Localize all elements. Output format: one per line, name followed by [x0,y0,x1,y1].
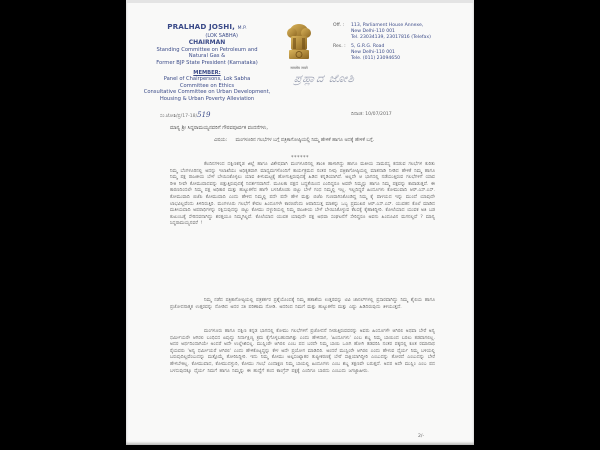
reference-number: ಸಂ.ಜೋಶಿ/ಪ್ರ/17-18/519 [160,111,211,119]
membership-line: Panel of Chairpersons, Lok Sabha [163,76,251,83]
handwritten-number: 519 [197,111,211,119]
member-label: MEMBER: [193,69,221,76]
position-line: Former BJP State President (Karnataka) [156,59,258,66]
position-line: Natural Gas & [188,53,226,60]
office-address: Off. : 113, Parliament House Annexe, New Delhi-110 001 Tel. 23034139, 23017816 (Telefax) [333,23,431,41]
letterhead-left [126,24,288,103]
salutation: ಮಾನ್ಯ ಶ್ರೀ ಸಿದ್ದರಾಮಯ್ಯನವರಿಗೆ ಗೌರವಪೂರ್ವಕ ವಂದನೆಗಳು, [170,125,268,131]
separator: ****** [291,155,309,161]
sender-title: CHAIRMAN [188,39,226,47]
emblem-caption: सत्यमेव जयते [290,66,308,70]
body-paragraph: ನಿಮ್ಮ ನಡೆದ ಪತ್ರಿಕಾಗೋಷ್ಠಿಯಲ್ಲಿ ಪತ್ರಕರ್ತರ ಪ್ರಶ್ನೆಯೊಂದಕ್ಕೆ ನಿಮ್ಮ ಹತಾಶೆಯ ಉತ್ತರವನ್ನು ಟಿವಿ ಚಾನಲ್‌ಗಳಲ್ಲಿ ಪ್ರಸಾರವಾಗಿದ್ದು ನಿಮ್ಮ ಶೈಲಿಯ ಹಾಗೂ ಪ್ರಚೋದನಾತ್ಮಕ ಉತ್ತರವನ್ನು ನೋಡಿದ ಅದರ ಸತಿ ಪರಿಣಾಮ ನೋಡಿ. ಅದರಿಂದ ನಿಮಗೆ ಮತ್ತು ಹುಟ್ಟುಕಳೆದ ಮತ್ತು ಎಷ್ಟು ಹಿಡಿದಿರುವುದು ತಿಳಿಯುತ್ತದೆ. [170,298,435,310]
subject-text: ಮಂಗಳೂರಿನ ಗಲಭೆಗಳ ಬಗ್ಗೆ ಪತ್ರಿಕಾಗೋಷ್ಠಿಯಲ್ಲಿ ನಿಮ್ಮ ಹೇಳಿಕೆ ಹಾಗೂ ಅದಕ್ಕೆ ಹೇಳಿಕೆ ಬಗ್ಗೆ. [235,138,375,143]
residence-address: Res. : 5, G.R.G. Road New Delhi-110 001 Tele. (011) 23094650 [333,43,401,62]
body-paragraph: ಕೆಲದಿನಗಳಿಂದ ದಕ್ಷಿಣಕನ್ನಡ ಜಿಲ್ಲೆ ಹಾಗೂ ವಿಶೇಷವಾಗಿ ಮಂಗಳೂರಿನಲ್ಲಿ ಶಾಂತಿ ಹಾಳಾಗಿದ್ದು ಹಾಗೂ ಮತೀಯ ಸಾಮರಸ್ಯ ಕದಡುವ ಗಲಭೆಗಳ ಕುರಿತು ನಿಮ್ಮ ಬೆಂಗಳೂರಿನಲ್ಲಿ ಅದನ್ನು ಇಲಾಖೆಯು ಅಧಿಕೃತವಾಗಿ ಮಾಧ್ಯಮಗಳೊಂದಿಗೆ ಕಾರ್ಯಕ್ರಮದ ನಂತರ ನೀವು ಪತ್ರಿಕಾಗೋಷ್ಠಿಯಲ್ಲಿ ಮಾತನಾಡಿ ನೀಡಿದ ಹೇಳಿಕೆ ನಿಮ್ಮ ಹಾಗೂ ನಿಮ್ಮ ಪಕ್ಷ ರಾಜಕೀಯ ಬೇಳೆ ಬೇಯಿಸಿಕೊಳ್ಳಲು ಯಾವ ಕೀಳುಮಟ್ಟಕ್ಕೆ ಹೋಗುತ್ತಿರುವುದಕ್ಕೆ ಹಿಡಿದ ಕನ್ನಡಿಯಾಗಿದೆ. ಅಲ್ಲದೇ ಆ ಭಾಗದಲ್ಲಿ ನಡೆಯುತ್ತಿರುವ ಗಲಭೆಗಳಿಗೆ ಯಾವ ರೀತಿ ನೀವೇ ಕೋಮುವಾದವನ್ನು ಬಿತ್ತುತ್ತಿರುವುದಕ್ಕೆ ನಿದರ್ಶನವಾಗಿದೆ. ಮೂಲತಃ ಪಕ್ಷದ ಬದ್ಧತೆಯಿಂದ ಎಂದಿದ್ದರೂ ಅವರೇ ನಿಮ್ಮನ್ನು ಹಾಗೂ ನಿಮ್ಮ ಪಕ್ಷವನ್ನು ಕಾಪಾಡುತ್ತದೆ. ಈ ಕಾರಣದಿಂದಲೇ ನಿಮ್ಮ ಪಕ್ಷ ಅಧಿಕಾರ ಮತ್ತು ಹುಟ್ಟುಕಳೆದ ಹಾಗೇ ಬಳಸಿಕೊಂಡು ಬಿಟ್ಟು ಬೇಳೆ ಗಂಧ ನಿಮ್ಮಲ್ಲಿ ಇಲ್ಲ. ಇಲ್ಲದಿದ್ದರೆ ಹಿಂದೂಗಳು ಕೋಮುವಾದಿ ಆರ್.ಎಸ್.ಎಸ್. ಕೋಮುವಾದಿ ಬಿಜೆಪಿ ಕೋಮುವಾದಿ ಎಂದು ಹೇಳಿದ ನಿಮ್ಮಲ್ಲಿ ಪದೇ ಪದೇ ಹೇಳ ಮತ್ತು ಬಿಜೆಪಿ ಗುಣವಾಗಿಸಿಕೊಂಡಿದ್ದ ನಿಮ್ಮ ಕೈ ಪಾಳಯದ ಇನ್ನು ಮುಂದೆ ಯಾವುದೇ ಲಾಭವಿಲ್ಲವೆಂದು ತಿಳಿದಿರುತ್ತಿರಿ. ಮಂಗಳೂರು ಗಲಭೆಗೆ ಕೇವಲ ಹಿಂದೂಗಳೇ ಕಾರಣರೆಂದು ಆಪಾದಿಸುತ್ತ ಮಾತನ್ನು ಒಬ್ಬ ಪ್ರಮುಖರ ಆರ್.ಎಸ್.ಎಸ್. ಯುವಕನ ಕೊಲೆ ಮಾಡಿದ ಮತೀಯವಾದಿ ಅಪರಾಧಿಗಳನ್ನು ರಕ್ಷಿಸುವುದನ್ನು ಬಿಟ್ಟು ಕೋಮು ದಳ್ಳುರಿಯಲ್ಲಿ ನಿಮ್ಮ ರಾಜಕೀಯ ಬೇಳೆ ಬೇಯಿಸಿಕೊಳ್ಳುವ ಕೆಲಸಕ್ಕೆ ಕೈಹಾಕಿದ್ದೀರಿ. ಕೋಲೆಯಾದ ಯುವಕ ಅತಿ ಬಡ ಕುಟುಂಬಕ್ಕೆ ಸೇರಿದವನಾಗಿದ್ದು ಶರತ್ತಯೂ ನಿಮ್ಮಗಿಲ್ಲವೆ. ಕೊಲೆಯಾದ ಯುವಕ ಯಾವುದೇ ಪಕ್ಷ ಅಥವಾ ಸಂಘಟನೆಗೆ ಸೇರಿದ್ದರೂ ಅವನು ಹಿಂದೂವಿನ ಮಗನಲ್ಲವೆ ? ಮಾನ್ಯ ಸಿದ್ದರಾಮಯ್ಯನವರೆ ! [170,162,435,227]
subject-label: ವಿಷಯ: [214,138,228,143]
subject-line [214,137,434,145]
sender-name: PRALHAD JOSHI, M.P. [167,22,247,31]
membership-line: Committee on Ethics [179,82,235,89]
membership-line: Consultative Committee on Urban Development, [143,89,271,96]
signature: ಪ್ರಹ್ಲಾದ ಜೋಶಿ [293,72,356,85]
position-line: Standing Committee on Petroleum and [156,46,258,53]
body-paragraph: ಮಂಗಳೂರು ಹಾಗೂ ದಕ್ಷಿಣ ಕನ್ನಡ ಭಾಗದಲ್ಲಿ ಕೋಮು ಗಲಭೆಗಳಿಗೆ ಪ್ರಚೋದನೆ ನೀಡುತ್ತಿರುವವರನ್ನು ಅವರು ಹಿಂದೂಗಳೇ ಆಗಿರಲಿ ಅಥವಾ ಬೇರೆ ಅನ್ಯ ಧರ್ಮೀಯರೇ ಆಗಿರಲಿ ಬಂಧಿಸದ ಏವುದ್ದು ನಿರ್ದಾಕ್ಷಿಣ್ಯ ಕ್ರಮ ಕೈಗೊಳ್ಳಬಹುದಾಗಿತ್ತು ಎಂದು ಹೇಳಿದಾಗ, 'ಹಿಂದೂಗಳು' ಎಂಬ ಶಬ್ದ ನಿಮ್ಮ ಬಾಯಿಂದ ಬರಲು ತಡವಾಗಲಿಲ್ಲ. ಅದರ ಅರ್ಥದಿಂದಾಗಿಯೇ ಅಂದರೆ ಅದೇ ಉಲ್ಲೇಖಿಸಲ್ಲ. ಮುಸ್ಲಿಂರೇ ಆಗಿರಲಿ ಎಂಬ ಪದ ಬರದೇ ನಿಮ್ಮ ಬಾಯಿ ಒಣಗಿ ಹೋಗಿ ತಡವರಿಸಿ ನಂತರ ಪಕ್ಕದಲ್ಲಿ ಕೂತ ರಮಾನಾಥ ರೈಯವರು 'ಅನ್ಯ ಧರ್ಮೀಯರೆ ಆಗಿರಲಿ' ಎಂದು ಹೇಳಿಕೊಟ್ಟದ್ದನ್ನು ಕೇಳ ಅದೇ ಪ್ರಯೋಗ ಮಾಡಿದಿರಿ. ಅಂದರೆ ಮುಸ್ಲಿಂರೇ ಆಗಿರಲಿ ಎಂದು ಹೇಳುವ ಧೈರ್ಯ ನಿಮ್ಮ ಬಳಿಯಲ್ಲಿ ಬರುವುದಿಲ್ಲವೆಂಬುದನ್ನು ಮತ್ತೊಮ್ಮೆ ತೋರಿಸಿದ್ದೀರಿ. ಇದು ನಿಮ್ಮ ಕೋಮು ಅಲ್ಪಸಂಖ್ಯಾತರ ತುಷ್ಟೀಕರಣಕ್ಕೆ ಬೇರೆ ಸಾಕ್ಷಿಯಾಗಿದ್ದೀರಿ ಎಂಬುದನ್ನು ತೋರದೆ ಎಂಬುದನ್ನು ಬೇರೆ ಹೇಳಬೇಕಿಲ್ಲ. ಕೋಮುವಾದ, ಕೋಮುದಳ್ಳುರಿ, ಕೋಮು ಗಲಭೆ ಎಂದಾಕ್ಷಣ ನಿಮ್ಮ ಬಾಯಲ್ಲಿ ಹಿಂದೂಗಳು ಎಂಬ ಶಬ್ದ ತಕ್ಷಣವೇ ಬರುತ್ತದೆ. ಅದರ ಅದೇ ಮುಸ್ಲಿಂ ಎಂಬ ಪದ ಬಳಸುವುದಕ್ಕೂ ಧೈರ್ಯ ನಿಮಗೆ ಹಾಗೂ ನಿಮ್ಮನ್ನು ಈ ಹುದ್ದೆಗೆ ತಂದ ಕಾಂಗ್ರೆಸ್ ಪಕ್ಷಕ್ಕೆ ಎಂದಿಗೂ ಬಾರದು ಎಂಬುದು ಜಗಜ್ಜಾಹೀರು. [170,329,435,374]
page-number: 2/- [418,434,425,439]
letter-date: ದಿನಾಂಕ: 10/07/2017 [351,112,392,117]
sender-house: (LOK SABHA) [205,32,238,39]
letterhead-right [333,23,431,62]
membership-line: Housing & Urban Poverty Alleviation [159,95,255,102]
national-emblem-icon [284,22,314,66]
letter-page [126,0,474,445]
